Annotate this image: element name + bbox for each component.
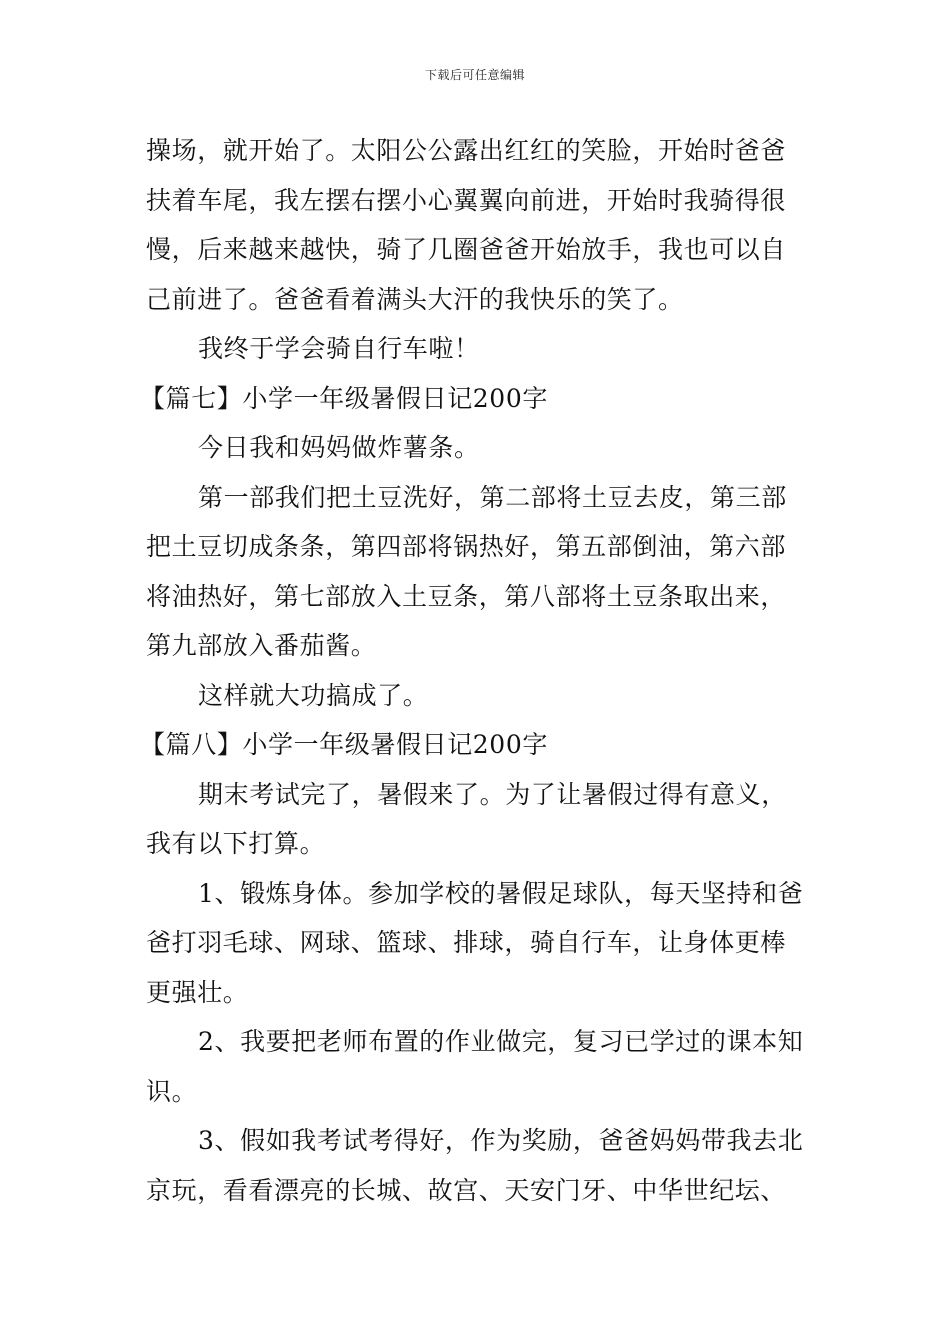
paragraph: 3、假如我考试考得好，作为奖励，爸爸妈妈带我去北京玩，看看漂亮的长城、故宫、天安门牙、中华世纪坛、 xyxy=(146,1126,804,1205)
section-heading-7: 【篇七】小学一年级暑假日记200字 xyxy=(140,383,548,413)
paragraph: 第一部我们把土豆洗好，第二部将土豆去皮，第三部把土豆切成条条，第四部将锅热好，第五部倒油，第六部将油热好，第七部放入土豆条，第八部将土豆条取出来，第九部放入番茄酱。 xyxy=(146,482,787,660)
paragraph: 1、锻炼身体。参加学校的暑假足球队，每天坚持和爸爸打羽毛球、网球、篮球、排球，骑自行车，让身体更棒更强壮。 xyxy=(146,878,804,1007)
paragraph-continued: 操场，就开始了。太阳公公露出红红的笑脸，开始时爸爸扶着车尾，我左摆右摆小心翼翼向前进，开始时我骑得很慢，后来越来越快，骑了几圈爸爸开始放手，我也可以自己前进了。爸爸看着满头大汗的我快乐的笑了。 xyxy=(146,136,787,314)
section-heading-8: 【篇八】小学一年级暑假日记200字 xyxy=(140,730,548,759)
paragraph: 2、我要把老师布置的作业做完，复习已学过的课本知识。 xyxy=(146,1027,804,1106)
document-body xyxy=(140,126,811,1215)
paragraph: 今日我和妈妈做炸薯条。 xyxy=(198,433,480,462)
paragraph: 我终于学会骑自行车啦！ xyxy=(198,334,480,363)
paragraph: 这样就大功搞成了。 xyxy=(198,680,429,710)
page-header: 下载后可任意编辑 xyxy=(424,68,525,82)
paragraph: 期末考试完了，暑假来了。为了让暑假过得有意义，我有以下打算。 xyxy=(146,779,787,858)
